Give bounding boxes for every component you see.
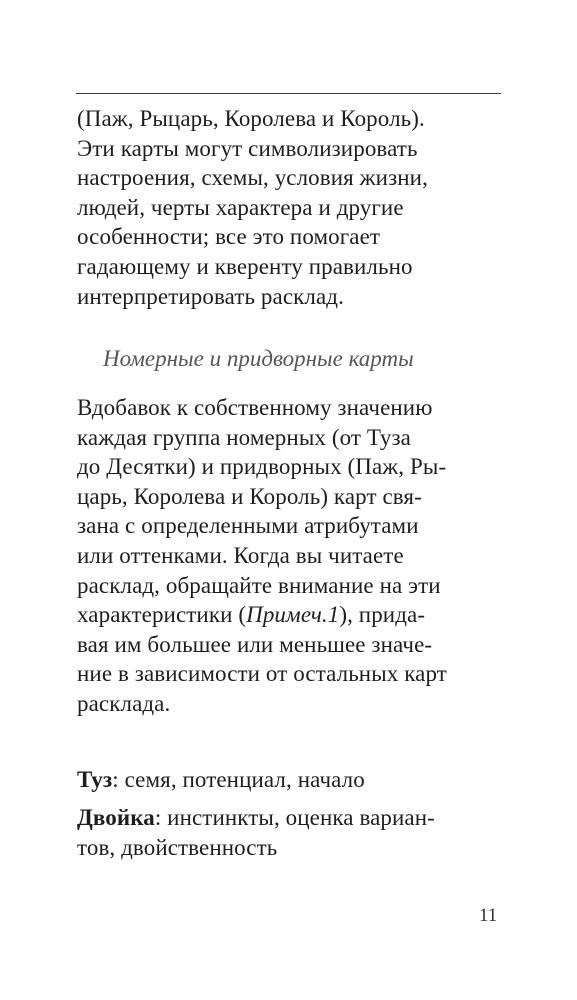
page-number: 11 [479, 905, 498, 926]
text-line: ние в зависимости от остальных карт [77, 661, 447, 687]
text-line: Вдобавок к собственному значению [77, 395, 433, 420]
footnote-reference: Примеч.1 [246, 602, 340, 628]
card-entry-two [77, 803, 507, 862]
section-heading: Номерные и придворные карты [103, 346, 414, 371]
text-line: царь, Королева и Король) карт свя- [77, 483, 422, 509]
text-line: расклада. [77, 690, 171, 716]
text-line-with-reference [77, 600, 507, 630]
card-term: Двойка [77, 805, 155, 830]
card-entry-ace [77, 765, 507, 795]
card-meaning: : инстинкты, оценка вариан- [154, 805, 435, 830]
text-line: тов, двойственность [77, 834, 278, 860]
text-line: Эти карты могут символизировать [77, 135, 418, 161]
text-line: (Паж, Рыцарь, Королева и Король). [77, 106, 425, 131]
text-fragment: ), прида- [339, 602, 426, 628]
header-rule [76, 93, 501, 94]
text-line [77, 803, 507, 833]
text-line: зана с определенными атрибутами [77, 513, 419, 539]
text-line: интерпретировать расклад. [77, 283, 344, 309]
paragraph-body [77, 393, 507, 719]
text-line: вая им большее или меньшее значе- [77, 631, 433, 657]
card-term: Туз [77, 767, 113, 792]
paragraph-intro [77, 104, 507, 311]
text-fragment: характеристики ( [77, 602, 247, 628]
text-line: особенности; все это помогает [77, 224, 381, 250]
text-line: или оттенками. Когда вы читаете [77, 542, 404, 568]
text-line: гадающему и кверенту правильно [77, 253, 413, 279]
text-line [77, 765, 507, 795]
card-meaning: : семя, потенциал, начало [112, 767, 365, 792]
text-line: до Десятки) и придворных (Паж, Ры- [77, 454, 447, 480]
text-line: расклад, обращайте внимание на эти [77, 572, 441, 598]
text-line: людей, черты характера и другие [77, 194, 404, 220]
text-line: каждая группа номерных (от Туза [77, 424, 411, 450]
text-line: настроения, схемы, условия жизни, [77, 165, 428, 191]
